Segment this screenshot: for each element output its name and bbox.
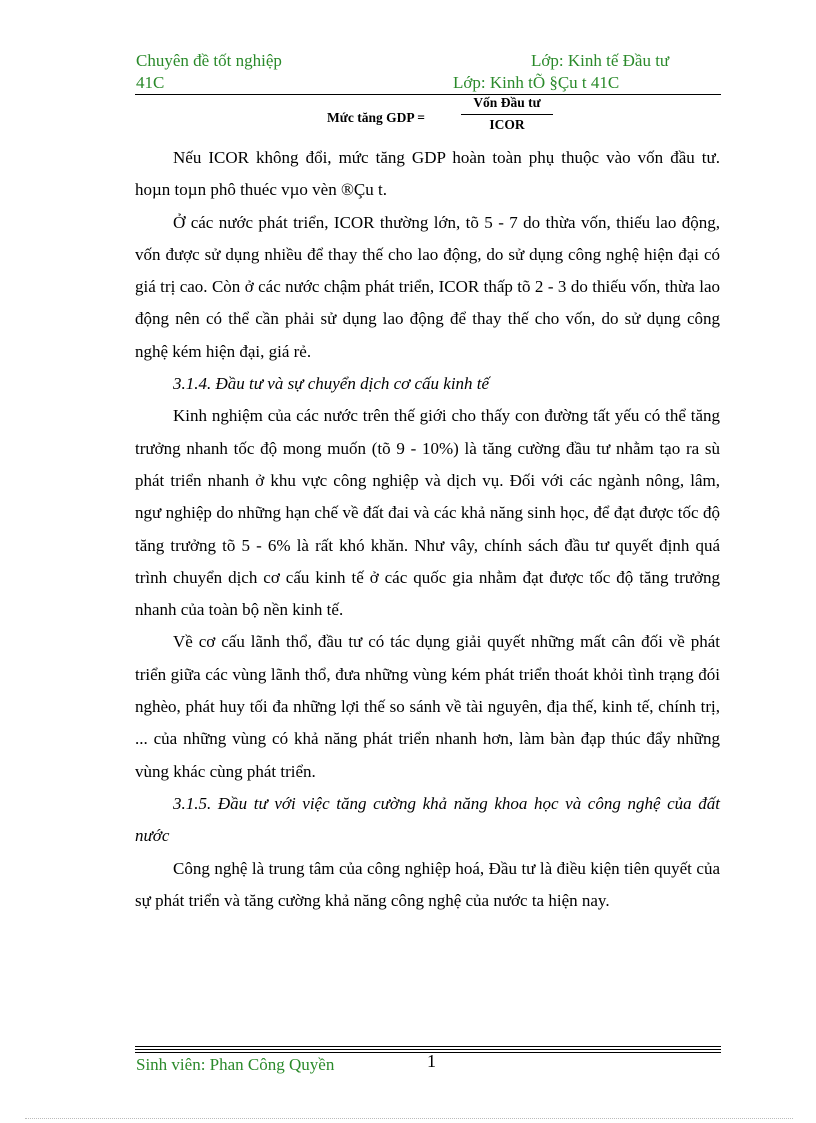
formula-numerator: Vốn Đầu tư: [473, 95, 541, 110]
header-left-code: 41C: [136, 73, 165, 92]
paragraph-territorial-structure: Về cơ cấu lãnh thổ, đầu tư có tác dụng giải quyết những mất cân đối về phát triển giữa các vùng lãnh thổ, đưa những vùng kém phát triển thoát khỏi tình trạng đói nghèo, phát huy tối đa những lợi thế so sánh về tài nguyên, địa thế, kinh tế, chính trị, ... của những vùng có khả năng phát triển nhanh hơn, làm bàn đạp thúc đẩy những vùng khác cùng phát triển.: [135, 632, 720, 781]
paragraph-icor-comparison: Ở các nước phát triển, ICOR thường lớn, tõ 5 - 7 do thừa vốn, thiếu lao động, vốn được sử dụng nhiều để thay thế cho lao động, do sử dụng công nghệ hiện đại có giá trị cao. Còn ở các nước chậm phát triển, ICOR thấp tõ 2 - 3 do thiếu vốn, thừa lao động nên có thể cần phải sử dụng lao động để thay thế cho vốn, do sử dụng công nghệ kém hiện đại, giá rẻ.: [135, 212, 720, 361]
formula-lhs: Mức tăng GDP =: [327, 110, 425, 125]
formula-fraction: [461, 95, 553, 133]
paragraph-growth-experience: Kinh nghiệm của các nước trên thế giới cho thấy con đường tất yếu có thể tăng trưởng nhanh tốc độ mong muốn (tõ 9 - 10%) là tăng cường đầu tư nhằm tạo ra sù phát triển nhanh ở khu vực công nghiệp và dịch vụ. Đối với các ngành nông, lâm, ngư nghiệp do những hạn chế về đất đai và các khả năng sinh học, để đạt được tốc độ tăng trưởng tõ 5 - 6% là rất khó khăn. Như vây, chính sách đầu tư quyết định quá trình chuyển dịch cơ cấu kinh tế ở các quốc gia nhằm đạt được tốc độ tăng trưởng nhanh của toàn bộ nền kinh tế.: [135, 406, 720, 620]
formula-bar: [461, 114, 553, 115]
page-edge-dots: [25, 1118, 793, 1119]
page-number: 1: [427, 1051, 436, 1071]
paragraph-icor-constant: Nếu ICOR không đổi, mức tăng GDP hoàn toàn phụ thuộc vào vốn đầu tư. hoµn toµn phô thuéc vµo vèn ®Çu t.: [135, 148, 720, 200]
formula-denominator: ICOR: [489, 117, 525, 132]
body-text: [135, 142, 720, 917]
footer-student-name: Sinh viên: Phan Công Quyền: [136, 1055, 335, 1074]
section-heading-3-1-5: 3.1.5. Đầu tư với việc tăng cường khả năng khoa học và công nghệ của đất nước: [135, 793, 720, 846]
section-heading-3-1-4: 3.1.4. Đầu tư và sự chuyển dịch cơ cấu kinh tế: [173, 374, 490, 394]
header-right-code: Lớp: Kinh tÕ §Çu t 41C: [453, 73, 620, 92]
paragraph-technology: Công nghệ là trung tâm của công nghiệp hoá, Đầu tư là điều kiện tiên quyết của sự phát triển và tăng cường khả năng công nghệ của nước ta hiện nay.: [135, 858, 720, 910]
header-rule: [135, 94, 721, 95]
header-right-title: Lớp: Kinh tế Đầu tư: [531, 51, 670, 70]
header-left-title: Chuyên đề tốt nghiệp: [136, 51, 282, 70]
